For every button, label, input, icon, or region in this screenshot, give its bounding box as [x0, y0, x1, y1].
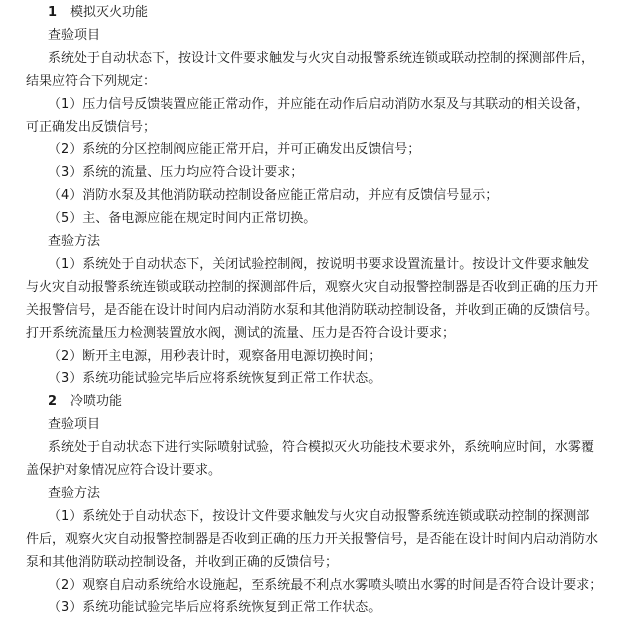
section-1-method-line: 打开系统流量压力检测装置放水阀，测试的流量、压力是否符合设计要求；: [26, 325, 456, 341]
section-1-item: （3）系统的流量、压力均应符合设计要求；: [48, 165, 304, 181]
section-1-method-line: （1）系统处于自动状态下，关闭试验控制阀，按说明书要求设置流量计。按设计文件要求触发: [48, 256, 590, 272]
section-2-number: 2: [48, 394, 58, 410]
section-2-title: 冷喷功能: [70, 394, 123, 410]
section-1-item: （5）主、备电源应能在规定时间内正常切换。: [48, 211, 317, 227]
section-2-intro-line: 盖保护对象情况应符合设计要求。: [26, 463, 222, 478]
section-2-method-line: 泵和其他消防联动控制设备，并收到正确的反馈信号；: [26, 554, 339, 570]
section-1-method-line: 关报警信号，是否能在设计时间内启动消防水泵和其他消防联动控制设备，并收到正确的反馈信号。: [26, 302, 599, 318]
section-2-method-line: （1）系统处于自动状态下，按设计文件要求触发与火灾自动报警系统连锁或联动控制的探测部: [48, 508, 590, 524]
section-2-method-line: 件后，观察火灾自动报警控制器是否收到正确的压力开关报警信号，是否能在设计时间内启动消防水: [26, 531, 599, 547]
section-1-method-line: （3）系统功能试验完毕后应将系统恢复到正常工作状态。: [48, 371, 382, 387]
section-1-intro-line: 系统处于自动状态下，按设计文件要求触发与火灾自动报警系统连锁或联动控制的探测部件后，: [48, 50, 595, 66]
section-1-inspection-items-label: 查验项目: [48, 27, 101, 43]
section-1-item: （2）系统的分区控制阀应能正常开启，并可正确发出反馈信号；: [48, 142, 421, 158]
section-2-method-line: （3）系统功能试验完毕后应将系统恢复到正常工作状态。: [48, 600, 382, 616]
section-1-item: （4）消防水泵及其他消防联动控制设备应能正常启动，并应有反馈信号显示；: [48, 188, 499, 204]
section-1-method-line: （2）断开主电源，用秒表计时，观察备用电源切换时间；: [48, 348, 382, 364]
section-2-heading: [48, 393, 122, 411]
section-1-title: 模拟灭火功能: [70, 5, 149, 20]
section-2-intro-line: 系统处于自动状态下进行实际喷射试验，符合模拟灭火功能技术要求外，系统响应时间，水雾覆: [48, 440, 595, 456]
section-1-item: 可正确发出反馈信号；: [26, 119, 157, 135]
section-1-number: 1: [48, 5, 58, 20]
section-2-method-label: 查验方法: [48, 485, 101, 501]
section-1-method-line: 与火灾自动报警系统连锁或联动控制的探测部件后，观察火灾自动报警控制器是否收到正确的压力开: [26, 279, 599, 295]
section-2-inspection-items-label: 查验项目: [48, 417, 101, 433]
section-2-method-line: （2）观察自启动系统给水设施起，至系统最不利点水雾喷头喷出水雾的时间是否符合设计要求；: [48, 577, 603, 593]
section-1-method-label: 查验方法: [48, 234, 101, 249]
section-1-intro-line: 结果应符合下列规定：: [26, 73, 157, 89]
section-1-heading: [48, 4, 148, 22]
section-1-item: （1）压力信号反馈装置应能正常动作，并应能在动作后启动消防水泵及与其联动的相关设备，: [48, 96, 590, 112]
